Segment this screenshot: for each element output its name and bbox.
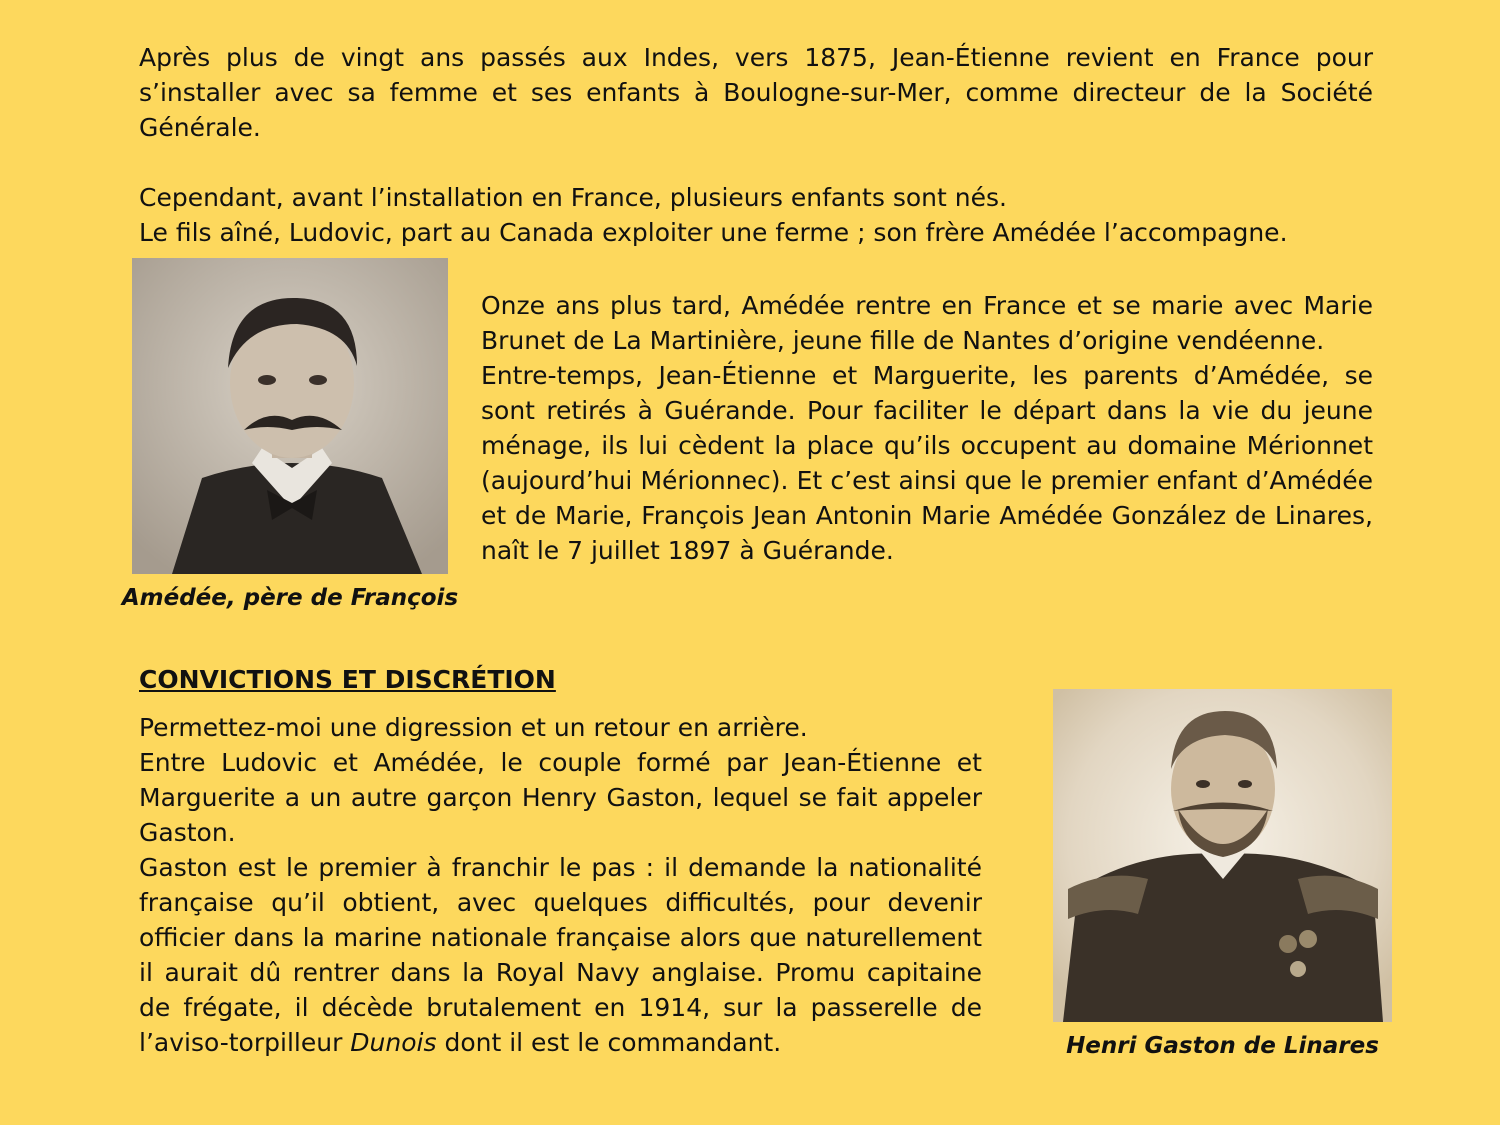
intro-text: Après plus de vingt ans passés aux Indes, vers 1875, Jean-Étienne revient en France pour s’installer avec sa femme et ses enfants à Boulogne-sur-Mer, comme directeur de la Société Générale.: [139, 43, 1373, 142]
onze-ans-section: [481, 288, 1373, 568]
career-text-before: Gaston est le premier à franchir le pas : il demande la nationalité française qu’il obtient, avec quelques difficultés, pour devenir officier dans la marine nationale française alors que naturellement il aurait dû rentrer dans la Royal Navy anglaise. Promu capitaine de frégate, il décède brutalement en 1914, sur la passerelle de l’aviso-torpilleur: [139, 853, 982, 1057]
cependant-line: Cependant, avant l’installation en France, plusieurs enfants sont nés.: [139, 183, 1007, 212]
gaston-career-paragraph: [139, 850, 982, 1060]
gaston-intro-paragraph: Entre Ludovic et Amédée, le couple formé par Jean-Étienne et Marguerite a un autre garçon Henry Gaston, lequel se fait appeler Gaston.: [139, 748, 982, 847]
intro-lines: [139, 180, 1373, 250]
amedee-portrait-illustration: [132, 258, 448, 574]
ship-name-dunois: Dunois: [350, 1028, 437, 1057]
digression-line: Permettez-moi une digression et un retour en arrière.: [139, 713, 808, 742]
convictions-section: [139, 710, 982, 1060]
gaston-photo: [1053, 689, 1392, 1022]
amedee-caption: Amédée, père de François: [121, 585, 459, 611]
onze-ans-line: Onze ans plus tard, Amédée rentre en France et se marie avec Marie Brunet de La Martinière, jeune fille de Nantes d’origine vendéenne.: [481, 291, 1373, 355]
entre-temps-paragraph: Entre-temps, Jean-Étienne et Marguerite, les parents d’Amédée, se sont retirés à Guérande. Pour faciliter le départ dans la vie du jeune ménage, ils lui cèdent la place qu’ils occupent au domaine Mérionnet (aujourd’hui Mérionnec). Et c’est ainsi que le premier enfant d’Amédée et de Marie, François Jean Antonin Marie Amédée González de Linares, naît le 7 juillet 1897 à Guérande.: [481, 361, 1373, 565]
intro-paragraph: [139, 40, 1373, 145]
convictions-heading: CONVICTIONS ET DISCRÉTION: [139, 665, 556, 694]
fils-aine-line: Le fils aîné, Ludovic, part au Canada exploiter une ferme ; son frère Amédée l’accompagne.: [139, 218, 1288, 247]
career-text-after: dont il est le commandant.: [436, 1028, 782, 1057]
amedee-photo: [132, 258, 448, 574]
gaston-caption: Henri Gaston de Linares: [1066, 1033, 1379, 1059]
gaston-portrait-illustration: [1053, 689, 1392, 1022]
